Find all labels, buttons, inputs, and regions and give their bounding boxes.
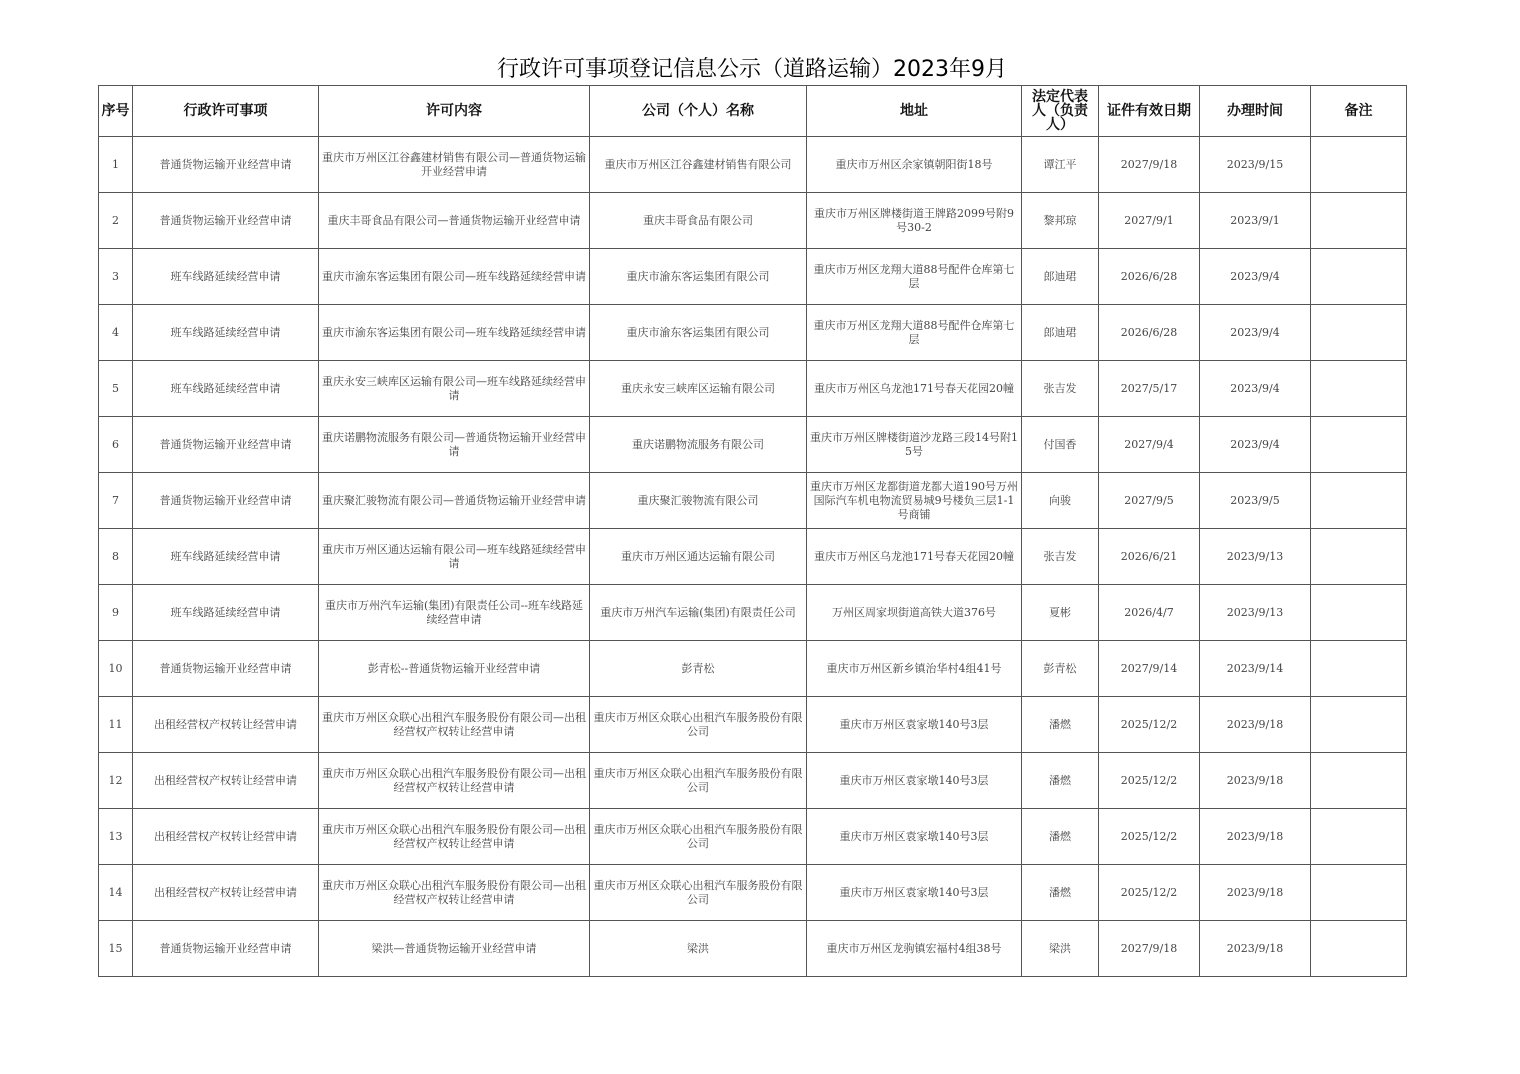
table-row <box>99 305 1407 361</box>
table-row <box>99 697 1407 753</box>
cell-company: 重庆市万州汽车运输(集团)有限责任公司 <box>590 585 807 641</box>
table-row <box>99 641 1407 697</box>
cell-address: 万州区周家坝街道高铁大道376号 <box>807 585 1022 641</box>
cell-legal-rep: 黎邦琼 <box>1022 193 1099 249</box>
cell-content: 重庆市万州区众联心出租汽车服务股份有限公司—出租经营权产权转让经营申请 <box>319 809 590 865</box>
cell-valid-date: 2027/9/18 <box>1099 137 1200 193</box>
cell-company: 重庆市渝东客运集团有限公司 <box>590 249 807 305</box>
cell-remarks <box>1311 865 1407 921</box>
cell-seq: 14 <box>99 865 133 921</box>
cell-handle-time: 2023/9/14 <box>1200 641 1311 697</box>
cell-remarks <box>1311 417 1407 473</box>
cell-remarks <box>1311 361 1407 417</box>
cell-content: 重庆市万州区众联心出租汽车服务股份有限公司—出租经营权产权转让经营申请 <box>319 753 590 809</box>
header-remarks: 备注 <box>1311 86 1407 137</box>
header-item: 行政许可事项 <box>133 86 319 137</box>
cell-address: 重庆市万州区袁家墩140号3层 <box>807 809 1022 865</box>
cell-remarks <box>1311 473 1407 529</box>
page-title: 行政许可事项登记信息公示（道路运输）2023年9月 <box>497 57 1007 82</box>
cell-item: 班车线路延续经营申请 <box>133 305 319 361</box>
header-company: 公司（个人）名称 <box>590 86 807 137</box>
header-legal-rep: 法定代表人（负责人） <box>1022 86 1099 137</box>
cell-item: 出租经营权产权转让经营申请 <box>133 809 319 865</box>
cell-handle-time: 2023/9/15 <box>1200 137 1311 193</box>
cell-seq: 12 <box>99 753 133 809</box>
cell-item: 出租经营权产权转让经营申请 <box>133 865 319 921</box>
cell-valid-date: 2027/9/4 <box>1099 417 1200 473</box>
cell-company: 重庆聚汇骏物流有限公司 <box>590 473 807 529</box>
cell-address: 重庆市万州区龙翔大道88号配件仓库第七层 <box>807 305 1022 361</box>
table-row <box>99 193 1407 249</box>
cell-remarks <box>1311 753 1407 809</box>
cell-company: 彭青松 <box>590 641 807 697</box>
cell-valid-date: 2025/12/2 <box>1099 753 1200 809</box>
cell-address: 重庆市万州区龙翔大道88号配件仓库第七层 <box>807 249 1022 305</box>
cell-address: 重庆市万州区牌楼街道沙龙路三段14号附15号 <box>807 417 1022 473</box>
cell-seq: 2 <box>99 193 133 249</box>
cell-legal-rep: 郎迪珺 <box>1022 249 1099 305</box>
header-seq: 序号 <box>99 86 133 137</box>
cell-handle-time: 2023/9/18 <box>1200 753 1311 809</box>
cell-content: 重庆市渝东客运集团有限公司—班车线路延续经营申请 <box>319 249 590 305</box>
cell-item: 班车线路延续经营申请 <box>133 249 319 305</box>
cell-company: 重庆市万州区江谷鑫建材销售有限公司 <box>590 137 807 193</box>
cell-item: 普通货物运输开业经营申请 <box>133 193 319 249</box>
cell-content: 彭青松--普通货物运输开业经营申请 <box>319 641 590 697</box>
cell-address: 重庆市万州区袁家墩140号3层 <box>807 865 1022 921</box>
cell-valid-date: 2027/9/5 <box>1099 473 1200 529</box>
cell-handle-time: 2023/9/4 <box>1200 305 1311 361</box>
cell-content: 重庆市渝东客运集团有限公司—班车线路延续经营申请 <box>319 305 590 361</box>
table-row <box>99 585 1407 641</box>
cell-valid-date: 2025/12/2 <box>1099 865 1200 921</box>
table-row <box>99 753 1407 809</box>
table-body <box>99 137 1407 977</box>
table-row <box>99 249 1407 305</box>
cell-seq: 6 <box>99 417 133 473</box>
cell-content: 重庆诺鹏物流服务有限公司—普通货物运输开业经营申请 <box>319 417 590 473</box>
header-row <box>99 86 1407 137</box>
cell-handle-time: 2023/9/5 <box>1200 473 1311 529</box>
cell-valid-date: 2027/9/14 <box>1099 641 1200 697</box>
cell-seq: 4 <box>99 305 133 361</box>
cell-address: 重庆市万州区龙都街道龙都大道190号万州国际汽车机电物流贸易城9号楼负三层1-1号商铺 <box>807 473 1022 529</box>
cell-address: 重庆市万州区袁家墩140号3层 <box>807 697 1022 753</box>
cell-remarks <box>1311 249 1407 305</box>
cell-content: 重庆永安三峡库区运输有限公司—班车线路延续经营申请 <box>319 361 590 417</box>
cell-legal-rep: 向骏 <box>1022 473 1099 529</box>
cell-company: 重庆市万州区众联心出租汽车服务股份有限公司 <box>590 753 807 809</box>
cell-legal-rep: 潘燃 <box>1022 809 1099 865</box>
cell-remarks <box>1311 585 1407 641</box>
cell-item: 普通货物运输开业经营申请 <box>133 641 319 697</box>
cell-company: 重庆市渝东客运集团有限公司 <box>590 305 807 361</box>
table-row <box>99 417 1407 473</box>
cell-legal-rep: 郎迪珺 <box>1022 305 1099 361</box>
cell-content: 梁洪—普通货物运输开业经营申请 <box>319 921 590 977</box>
cell-remarks <box>1311 921 1407 977</box>
table-row <box>99 361 1407 417</box>
cell-handle-time: 2023/9/4 <box>1200 249 1311 305</box>
header-address: 地址 <box>807 86 1022 137</box>
table-row <box>99 137 1407 193</box>
cell-company: 梁洪 <box>590 921 807 977</box>
cell-item: 普通货物运输开业经营申请 <box>133 921 319 977</box>
cell-handle-time: 2023/9/4 <box>1200 361 1311 417</box>
cell-handle-time: 2023/9/13 <box>1200 529 1311 585</box>
cell-valid-date: 2026/6/28 <box>1099 305 1200 361</box>
cell-legal-rep: 张吉发 <box>1022 529 1099 585</box>
cell-seq: 8 <box>99 529 133 585</box>
cell-remarks <box>1311 809 1407 865</box>
cell-valid-date: 2026/4/7 <box>1099 585 1200 641</box>
cell-seq: 1 <box>99 137 133 193</box>
cell-valid-date: 2027/9/18 <box>1099 921 1200 977</box>
cell-handle-time: 2023/9/13 <box>1200 585 1311 641</box>
cell-valid-date: 2027/5/17 <box>1099 361 1200 417</box>
cell-seq: 9 <box>99 585 133 641</box>
cell-handle-time: 2023/9/18 <box>1200 921 1311 977</box>
cell-company: 重庆诺鹏物流服务有限公司 <box>590 417 807 473</box>
cell-company: 重庆市万州区众联心出租汽车服务股份有限公司 <box>590 809 807 865</box>
cell-seq: 7 <box>99 473 133 529</box>
cell-address: 重庆市万州区新乡镇治华村4组41号 <box>807 641 1022 697</box>
cell-remarks <box>1311 305 1407 361</box>
registry-table <box>98 85 1407 977</box>
cell-seq: 15 <box>99 921 133 977</box>
cell-content: 重庆市万州区通达运输有限公司—班车线路延续经营申请 <box>319 529 590 585</box>
cell-address: 重庆市万州区乌龙池171号春天花园20幢 <box>807 361 1022 417</box>
cell-item: 出租经营权产权转让经营申请 <box>133 697 319 753</box>
cell-content: 重庆丰哥食品有限公司—普通货物运输开业经营申请 <box>319 193 590 249</box>
cell-item: 班车线路延续经营申请 <box>133 529 319 585</box>
table-row <box>99 809 1407 865</box>
cell-content: 重庆市万州区众联心出租汽车服务股份有限公司—出租经营权产权转让经营申请 <box>319 865 590 921</box>
cell-remarks <box>1311 529 1407 585</box>
cell-address: 重庆市万州区牌楼街道王牌路2099号附9号30-2 <box>807 193 1022 249</box>
cell-content: 重庆市万州区江谷鑫建材销售有限公司—普通货物运输开业经营申请 <box>319 137 590 193</box>
cell-item: 普通货物运输开业经营申请 <box>133 137 319 193</box>
cell-company: 重庆丰哥食品有限公司 <box>590 193 807 249</box>
cell-remarks <box>1311 697 1407 753</box>
cell-address: 重庆市万州区袁家墩140号3层 <box>807 753 1022 809</box>
cell-legal-rep: 潘燃 <box>1022 753 1099 809</box>
cell-valid-date: 2025/12/2 <box>1099 809 1200 865</box>
table-row <box>99 473 1407 529</box>
cell-content: 重庆市万州汽车运输(集团)有限责任公司--班车线路延续经营申请 <box>319 585 590 641</box>
cell-seq: 13 <box>99 809 133 865</box>
cell-seq: 11 <box>99 697 133 753</box>
cell-address: 重庆市万州区龙驹镇宏福村4组38号 <box>807 921 1022 977</box>
cell-company: 重庆市万州区众联心出租汽车服务股份有限公司 <box>590 697 807 753</box>
cell-company: 重庆永安三峡库区运输有限公司 <box>590 361 807 417</box>
cell-remarks <box>1311 641 1407 697</box>
cell-legal-rep: 彭青松 <box>1022 641 1099 697</box>
header-content: 许可内容 <box>319 86 590 137</box>
cell-handle-time: 2023/9/1 <box>1200 193 1311 249</box>
cell-address: 重庆市万州区余家镇朝阳街18号 <box>807 137 1022 193</box>
cell-legal-rep: 潘燃 <box>1022 865 1099 921</box>
cell-handle-time: 2023/9/18 <box>1200 865 1311 921</box>
cell-legal-rep: 谭江平 <box>1022 137 1099 193</box>
cell-handle-time: 2023/9/18 <box>1200 809 1311 865</box>
cell-legal-rep: 付国香 <box>1022 417 1099 473</box>
cell-legal-rep: 张吉发 <box>1022 361 1099 417</box>
cell-item: 班车线路延续经营申请 <box>133 585 319 641</box>
table-row <box>99 529 1407 585</box>
cell-legal-rep: 夏彬 <box>1022 585 1099 641</box>
cell-address: 重庆市万州区乌龙池171号春天花园20幢 <box>807 529 1022 585</box>
cell-handle-time: 2023/9/4 <box>1200 417 1311 473</box>
cell-seq: 5 <box>99 361 133 417</box>
cell-handle-time: 2023/9/18 <box>1200 697 1311 753</box>
cell-seq: 3 <box>99 249 133 305</box>
cell-remarks <box>1311 137 1407 193</box>
cell-valid-date: 2027/9/1 <box>1099 193 1200 249</box>
cell-valid-date: 2026/6/28 <box>1099 249 1200 305</box>
table-row <box>99 865 1407 921</box>
cell-valid-date: 2025/12/2 <box>1099 697 1200 753</box>
cell-remarks <box>1311 193 1407 249</box>
cell-item: 普通货物运输开业经营申请 <box>133 473 319 529</box>
cell-item: 班车线路延续经营申请 <box>133 361 319 417</box>
cell-legal-rep: 潘燃 <box>1022 697 1099 753</box>
cell-content: 重庆聚汇骏物流有限公司—普通货物运输开业经营申请 <box>319 473 590 529</box>
cell-company: 重庆市万州区众联心出租汽车服务股份有限公司 <box>590 865 807 921</box>
cell-item: 普通货物运输开业经营申请 <box>133 417 319 473</box>
header-valid-date: 证件有效日期 <box>1099 86 1200 137</box>
cell-legal-rep: 梁洪 <box>1022 921 1099 977</box>
header-handle-time: 办理时间 <box>1200 86 1311 137</box>
cell-content: 重庆市万州区众联心出租汽车服务股份有限公司—出租经营权产权转让经营申请 <box>319 697 590 753</box>
cell-seq: 10 <box>99 641 133 697</box>
cell-valid-date: 2026/6/21 <box>1099 529 1200 585</box>
cell-item: 出租经营权产权转让经营申请 <box>133 753 319 809</box>
cell-company: 重庆市万州区通达运输有限公司 <box>590 529 807 585</box>
table-row <box>99 921 1407 977</box>
